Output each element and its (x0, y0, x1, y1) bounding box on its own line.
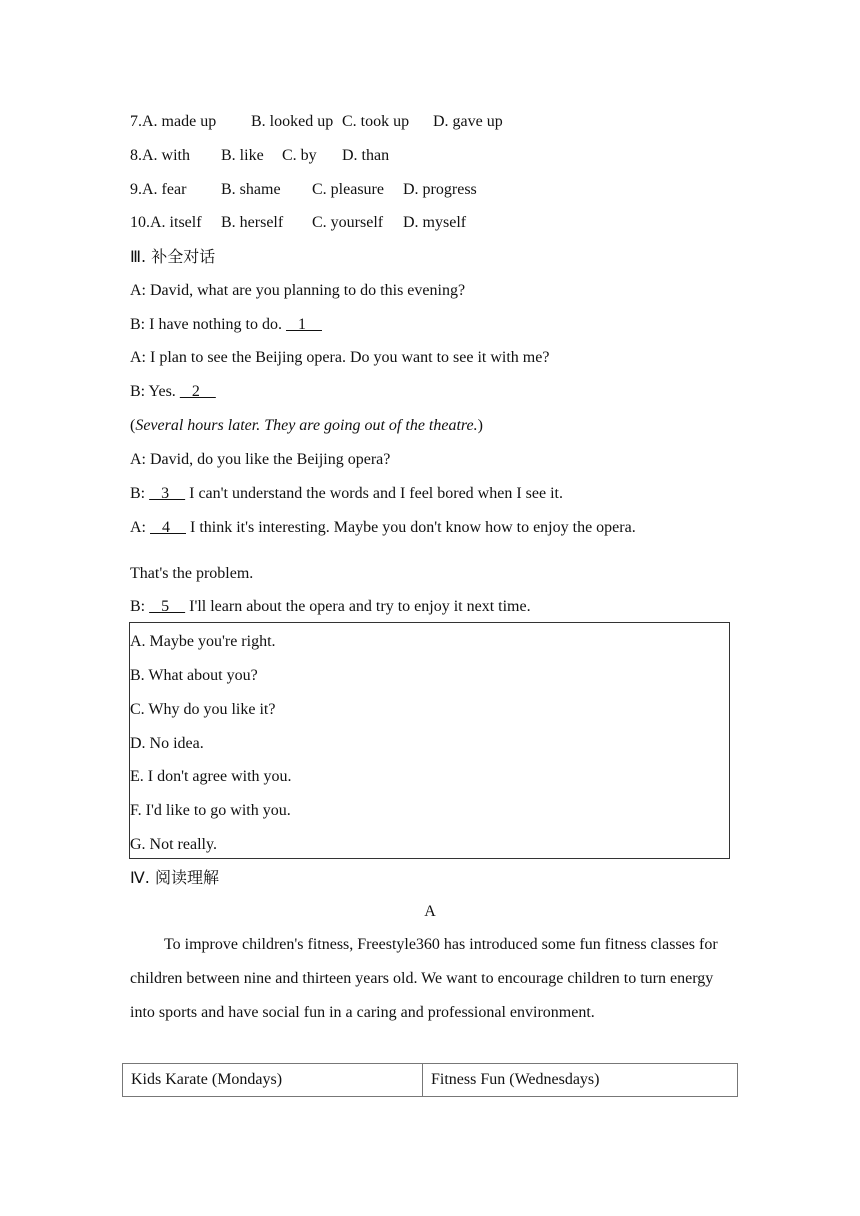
blank-3[interactable]: 3 (149, 485, 186, 502)
q9-option-c: C. pleasure (312, 181, 384, 198)
answer-options-box (129, 622, 730, 859)
q7-option-a: 7.A. made up (130, 113, 217, 130)
option-b: B. What about you? (130, 667, 258, 684)
option-c: C. Why do you like it? (130, 701, 276, 718)
passage-paragraph: To improve children's fitness, Freestyle360 has introduced some fun fitness classes for children between nine and thirteen years old. We want to encourage children to turn energy into sports and have social fun in a caring and professional environment. (130, 936, 718, 1021)
class-schedule-table (122, 1063, 738, 1097)
option-d: D. No idea. (130, 735, 204, 752)
stage-direction: (Several hours later. They are going out of the theatre.) (130, 417, 483, 434)
dialogue-line-1: A: David, what are you planning to do this evening? (130, 282, 466, 299)
q7-option-d: D. gave up (433, 113, 503, 130)
option-e: E. I don't agree with you. (130, 768, 292, 785)
q10-option-c: C. yourself (312, 214, 384, 231)
table-cell-kids-karate: Kids Karate (Mondays) (123, 1064, 423, 1096)
dialogue-line-10: B: 5 I'll learn about the opera and try to enjoy it next time. (130, 598, 531, 615)
section-3-heading: Ⅲ. 补全对话 (130, 247, 216, 266)
q7-option-c: C. took up (342, 113, 410, 130)
q8-option-c: C. by (282, 147, 317, 164)
option-a: A. Maybe you're right. (130, 633, 276, 650)
table-cell-fitness-fun: Fitness Fun (Wednesdays) (431, 1071, 600, 1088)
option-f: F. I'd like to go with you. (130, 802, 291, 819)
dialogue-line-6: A: David, do you like the Beijing opera? (130, 451, 391, 468)
dialogue-line-4: B: Yes. 2 (130, 383, 216, 400)
dialogue-line-9: That's the problem. (130, 565, 254, 582)
blank-2[interactable]: 2 (179, 383, 216, 400)
q7-option-b: B. looked up (251, 113, 334, 130)
q9-option-b: B. shame (221, 181, 281, 198)
q10-option-a: 10.A. itself (130, 214, 202, 231)
q8-option-b: B. like (221, 147, 264, 164)
dialogue-line-2: B: I have nothing to do. 1 (130, 316, 322, 333)
q9-option-a: 9.A. fear (130, 181, 187, 198)
section-4-heading: Ⅳ. 阅读理解 (130, 868, 219, 887)
q10-option-b: B. herself (221, 214, 284, 231)
q8-option-a: 8.A. with (130, 147, 190, 164)
q8-option-d: D. than (342, 147, 390, 164)
dialogue-line-8: A: 4 I think it's interesting. Maybe you don't know how to enjoy the opera. (130, 519, 636, 536)
dialogue-line-7: B: 3 I can't understand the words and I feel bored when I see it. (130, 485, 563, 502)
q10-option-d: D. myself (403, 214, 467, 231)
passage-label: A (424, 903, 436, 920)
option-g: G. Not really. (130, 836, 217, 853)
dialogue-line-3: A: I plan to see the Beijing opera. Do you want to see it with me? (130, 349, 550, 366)
blank-5[interactable]: 5 (149, 598, 186, 615)
q9-option-d: D. progress (403, 181, 477, 198)
blank-4[interactable]: 4 (150, 519, 186, 536)
blank-1[interactable]: 1 (285, 316, 322, 333)
